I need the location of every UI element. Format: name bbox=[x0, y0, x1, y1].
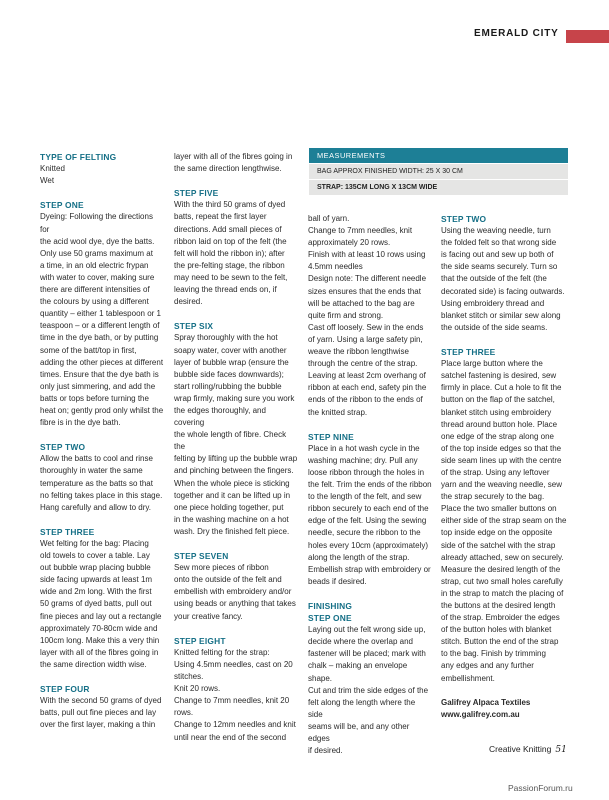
body-line: of the strap. Using any leftover bbox=[441, 467, 550, 477]
body-line: in the strap to match the placing of bbox=[441, 588, 564, 598]
body-line: strap, cut two small holes carefully bbox=[441, 576, 563, 586]
body-line: some of the batt/top in first, bbox=[40, 345, 137, 355]
spacer bbox=[40, 514, 164, 526]
body-line: Place in a hot wash cycle in the bbox=[308, 443, 420, 453]
body-line: the outside of the side seams. bbox=[441, 322, 548, 332]
step-heading: STEP SEVEN bbox=[174, 551, 229, 562]
body-line: the folded felt so that wrong side bbox=[441, 238, 557, 248]
body-line: heat on; gently prod only whilst the bbox=[40, 405, 164, 415]
body-line: approximately 20 rows. bbox=[308, 238, 391, 248]
spacer bbox=[441, 334, 569, 346]
body-line: 4.5mm needles bbox=[308, 262, 363, 272]
body-line: Change to 7mm needles, knit 20 bbox=[174, 696, 290, 706]
body-line: 50 grams of dyed batts, pull out bbox=[40, 599, 152, 609]
body-line: needle, secure the ribbon to the bbox=[308, 528, 421, 538]
body-line: Dyeing: Following the directions for bbox=[40, 212, 153, 234]
body-line: fine pieces and lay out a rectangle bbox=[40, 611, 162, 621]
body-line: side facing upwards at least 1m bbox=[40, 575, 153, 585]
body-line: Only use 50 grams maximum at bbox=[40, 248, 153, 258]
body-line: ends of the ribbon to the ends of bbox=[308, 395, 423, 405]
body-line: through the centre of the strap. bbox=[308, 359, 418, 369]
body-line: Design note: The different needle bbox=[308, 274, 427, 284]
step-heading: TYPE OF FELTING bbox=[40, 152, 117, 162]
body-line: decide where the overlap and bbox=[308, 637, 413, 647]
body-line: loose ribbon through the holes in bbox=[308, 467, 425, 477]
credit-line: www.galifrey.com.au bbox=[441, 709, 520, 719]
body-line: the edges thoroughly, and covering bbox=[174, 405, 266, 428]
body-line: layer with all of the fibres going in bbox=[174, 152, 293, 161]
body-line: wash. Dry the finished felt piece. bbox=[174, 526, 290, 536]
step-heading: STEP FIVE bbox=[174, 188, 219, 199]
spacer bbox=[308, 588, 432, 600]
body-line: one piece holding together, put bbox=[174, 502, 284, 512]
body-line: felt along the length where the side bbox=[308, 697, 416, 719]
body-line: soapy water, cover with another bbox=[174, 345, 287, 355]
body-line: side seam lines up with the centre bbox=[441, 455, 562, 465]
body-line: blanket stitch using embroidery bbox=[441, 407, 552, 417]
body-line: adding the other pieces at different bbox=[40, 357, 164, 367]
body-line: in the washing machine on a hot bbox=[174, 514, 289, 524]
body-line: blanket stitch or similar sew along bbox=[441, 310, 561, 320]
section-color-bar bbox=[566, 30, 609, 43]
step-heading: STEP ONE bbox=[308, 613, 352, 624]
body-line: the pre-felting stage, the ribbon bbox=[174, 260, 285, 270]
body-line: approximately 70-80cm wide and bbox=[40, 623, 158, 633]
body-line: layer of bubble wrap (ensure the bbox=[174, 357, 289, 367]
step-heading: STEP ONE bbox=[40, 200, 84, 211]
body-line: desired. bbox=[174, 297, 203, 307]
body-line: of the button holes with blanket bbox=[441, 625, 552, 635]
body-line: ribbon at each end, safety pin the bbox=[308, 383, 427, 393]
body-line: thread around button hole. Place bbox=[441, 419, 558, 429]
body-line: Allow the batts to cool and rinse bbox=[40, 454, 153, 464]
body-line: Finish with at least 10 rows using bbox=[308, 250, 426, 260]
body-line: Wet felting for the bag: Placing bbox=[40, 539, 149, 548]
spacer bbox=[308, 419, 432, 431]
magazine-name: Creative Knitting bbox=[489, 744, 552, 754]
body-line: weave the ribbon lengthwise bbox=[308, 347, 409, 357]
measurements-heading: MEASUREMENTS bbox=[309, 148, 568, 163]
body-line: onto the outside of the felt and bbox=[174, 575, 282, 585]
body-line: of the top inside edges so that the bbox=[441, 443, 562, 453]
body-line: Cast off loosely. Sew in the ends bbox=[308, 322, 424, 332]
body-line: fastener will be placed; mark with bbox=[308, 649, 426, 659]
watermark: PassionForum.ru bbox=[508, 783, 573, 793]
credit-line: Galifrey Alpaca Textiles bbox=[441, 697, 531, 707]
body-line: embellish with embroidery and/or bbox=[174, 587, 292, 597]
spacer bbox=[174, 308, 298, 320]
body-line: no felting takes place in this stage. bbox=[40, 490, 163, 500]
body-line: leaving the thread ends on, if bbox=[174, 285, 277, 295]
body-line: Wet bbox=[40, 176, 55, 186]
body-line: yarn and the weaving needle, sew bbox=[441, 480, 562, 490]
body-line: will be attached to the bag are bbox=[308, 298, 415, 308]
body-line: until near the end of the second bbox=[174, 732, 287, 742]
body-line: there are different intensities of bbox=[40, 285, 150, 295]
body-line: over the first layer, making a thin bbox=[40, 720, 156, 730]
body-line: embellishment. bbox=[441, 673, 495, 683]
body-line: Measure the desired length of the bbox=[441, 564, 561, 574]
body-line: one edge of the strap along one bbox=[441, 431, 554, 441]
body-line: Embellish strap with embroidery or bbox=[308, 564, 431, 574]
body-line: only just simmering, and add the bbox=[40, 381, 156, 391]
body-line: chalk – making an envelope shape. bbox=[308, 661, 408, 683]
column-4 bbox=[441, 213, 569, 721]
page-number: 51 bbox=[555, 745, 567, 755]
body-line: holes every 10cm (approximately) bbox=[308, 540, 429, 550]
body-line: ribbon laid on top of the felt (the bbox=[174, 236, 287, 246]
body-line: with water to cover, making sure bbox=[40, 272, 155, 282]
body-line: batts, pull out fine pieces and lay bbox=[40, 708, 157, 718]
body-line: fibre is in the dye bath. bbox=[40, 418, 121, 428]
body-line: your creative fancy. bbox=[174, 611, 243, 621]
body-line: batts, repeat the first layer bbox=[174, 212, 267, 222]
step-heading: STEP THREE bbox=[40, 526, 95, 537]
body-line: Change to 12mm needles and knit bbox=[174, 720, 296, 730]
body-line: felt will hold the ribbon in); after bbox=[174, 248, 285, 258]
body-line: Knitted felting for the strap: bbox=[174, 647, 270, 657]
body-line: quite firm and strong. bbox=[308, 310, 384, 320]
body-line: bubble side faces downwards); bbox=[174, 369, 284, 379]
body-line: quantity – either 1 tablespoon or 1 bbox=[40, 309, 161, 319]
step-heading: FINISHING bbox=[308, 601, 353, 611]
body-line: top inside edge on the opposite bbox=[441, 528, 553, 538]
body-line: 100cm long. Make this a very thin bbox=[40, 635, 160, 645]
body-line: Change to 7mm needles, knit bbox=[308, 226, 413, 236]
column-1 bbox=[40, 151, 164, 732]
body-line: Place the two smaller buttons on bbox=[441, 504, 557, 514]
body-line: Knit 20 rows. bbox=[174, 684, 221, 694]
column-2 bbox=[174, 151, 298, 744]
body-line: either side of the strap seam on the bbox=[441, 516, 567, 526]
body-line: Using embroidery thread and bbox=[441, 298, 545, 308]
body-line: to the bag. Finish by trimming bbox=[441, 649, 546, 659]
body-line: With the third 50 grams of dyed bbox=[174, 200, 286, 210]
body-line: start rolling/rubbing the bubble bbox=[174, 381, 282, 391]
body-line: beads if desired. bbox=[308, 576, 367, 586]
body-line: seams will be, and any other edges bbox=[308, 721, 410, 744]
body-line: the same direction width wise. bbox=[40, 659, 147, 669]
body-line: teaspoon – or a different length of bbox=[40, 321, 160, 331]
body-line: the colours by using a different bbox=[40, 297, 149, 307]
body-line: Using 4.5mm needles, cast on 20 bbox=[174, 659, 293, 669]
body-line: Using the weaving needle, turn bbox=[441, 226, 551, 236]
body-line: together and it can be lifted up in bbox=[174, 490, 291, 500]
step-heading: STEP TWO bbox=[441, 214, 487, 224]
measurement-strap: STRAP: 135CM LONG X 13CM WIDE bbox=[309, 179, 568, 195]
body-line: the buttons at the desired length bbox=[441, 601, 556, 610]
body-line: the strap securely to the bag. bbox=[441, 492, 545, 502]
body-line: directions. Add small pieces of bbox=[174, 224, 282, 234]
body-line: times. Ensure that the dye bath is bbox=[40, 369, 159, 379]
spacer bbox=[40, 429, 164, 441]
body-line: wrap firmly, making sure you work bbox=[174, 393, 295, 403]
body-line: Cut and trim the side edges of the bbox=[308, 685, 429, 695]
body-line: Laying out the felt wrong side up, bbox=[308, 625, 426, 635]
column-3 bbox=[308, 213, 432, 757]
body-line: that the outside of the felt (the bbox=[441, 274, 547, 284]
body-line: With the second 50 grams of dyed bbox=[40, 696, 162, 706]
spacer bbox=[40, 187, 164, 199]
body-line: Sew more pieces of ribbon bbox=[174, 563, 269, 573]
body-line: the knitted strap. bbox=[308, 407, 368, 417]
body-line: wide and 2m long. With the first bbox=[40, 587, 152, 597]
body-line: of the strap. Embroider the edges bbox=[441, 613, 560, 623]
body-line: ball of yarn. bbox=[308, 214, 350, 223]
body-line: a time, in an old electric frypan bbox=[40, 260, 149, 270]
body-line: satchel fastening is desired, sew bbox=[441, 371, 557, 381]
body-line: decorated side) is facing outwards. bbox=[441, 286, 565, 296]
body-line: the whole length of fibre. Check the bbox=[174, 430, 287, 452]
body-line: Spray thoroughly with the hot bbox=[174, 333, 278, 343]
body-line: of yarn. Using a large safety pin, bbox=[308, 334, 423, 344]
body-line: Leaving at least 2cm overhang of bbox=[308, 371, 426, 381]
step-heading: STEP SIX bbox=[174, 321, 214, 332]
body-line: ribbon securely to each end of the bbox=[308, 504, 429, 514]
spacer bbox=[174, 623, 298, 635]
body-line: out bubble wrap placing bubble bbox=[40, 563, 151, 573]
body-line: using beads or anything that takes bbox=[174, 599, 296, 609]
step-heading: STEP FOUR bbox=[40, 684, 90, 695]
body-line: the same direction lengthwise. bbox=[174, 164, 282, 174]
body-line: any edges and any further bbox=[441, 661, 534, 671]
step-heading: STEP NINE bbox=[308, 431, 354, 442]
measurements-box bbox=[309, 148, 568, 195]
spacer bbox=[441, 685, 569, 697]
body-line: rows. bbox=[174, 708, 194, 718]
section-title: EMERALD CITY bbox=[474, 28, 559, 39]
page-footer bbox=[489, 744, 567, 755]
body-line: Place large button where the bbox=[441, 359, 543, 369]
measurement-bag: BAG APPROX FINISHED WIDTH: 25 X 30 CM bbox=[309, 163, 568, 179]
body-line: Hang carefully and allow to dry. bbox=[40, 502, 152, 512]
body-line: side of the satchel with the strap bbox=[441, 540, 556, 550]
body-line: is facing out and sew up both of bbox=[441, 250, 554, 260]
body-line: to the length of the felt, and sew bbox=[308, 492, 422, 502]
body-line: button on the flap of the satchel, bbox=[441, 395, 555, 405]
body-line: the side seams securely. Turn so bbox=[441, 262, 558, 272]
step-heading: STEP TWO bbox=[40, 442, 86, 453]
body-line: edge of the felt. Using the sewing bbox=[308, 516, 427, 526]
body-line: temperature as the batts so that bbox=[40, 478, 153, 488]
body-line: Knitted bbox=[40, 164, 65, 174]
body-line: firmly in place. Cut a hole to fit the bbox=[441, 383, 562, 393]
spacer bbox=[40, 671, 164, 683]
body-line: batts or tops before turning the bbox=[40, 393, 149, 403]
step-heading: STEP EIGHT bbox=[174, 635, 226, 646]
body-line: stitch. Button the end of the strap bbox=[441, 637, 559, 647]
body-line: When the whole piece is sticking bbox=[174, 478, 290, 488]
body-line: thoroughly in water the same bbox=[40, 466, 143, 476]
body-line: stitches. bbox=[174, 672, 204, 682]
body-line: if desired. bbox=[308, 746, 343, 756]
body-line: washing machine; dry. Pull any bbox=[308, 455, 418, 465]
spacer bbox=[174, 538, 298, 550]
body-line: felting by lifting up the bubble wrap bbox=[174, 454, 298, 464]
body-line: already attached, sew on securely. bbox=[441, 552, 564, 562]
body-line: and pinching between the fingers. bbox=[174, 466, 294, 476]
body-line: the acid wool dye, dye the batts. bbox=[40, 236, 155, 246]
body-line: the felt. Trim the ends of the ribbon bbox=[308, 480, 432, 490]
step-heading: STEP THREE bbox=[441, 347, 496, 358]
body-line: along the length of the strap. bbox=[308, 552, 410, 562]
body-line: time in the dye bath, or by putting bbox=[40, 333, 159, 343]
body-line: old towels to cover a table. Lay bbox=[40, 551, 150, 561]
spacer bbox=[174, 175, 298, 187]
body-line: layer with all of the fibres going in bbox=[40, 647, 159, 657]
body-line: sizes ensures that the ends that bbox=[308, 286, 421, 296]
body-line: may need to be sewn to the felt, bbox=[174, 272, 288, 282]
